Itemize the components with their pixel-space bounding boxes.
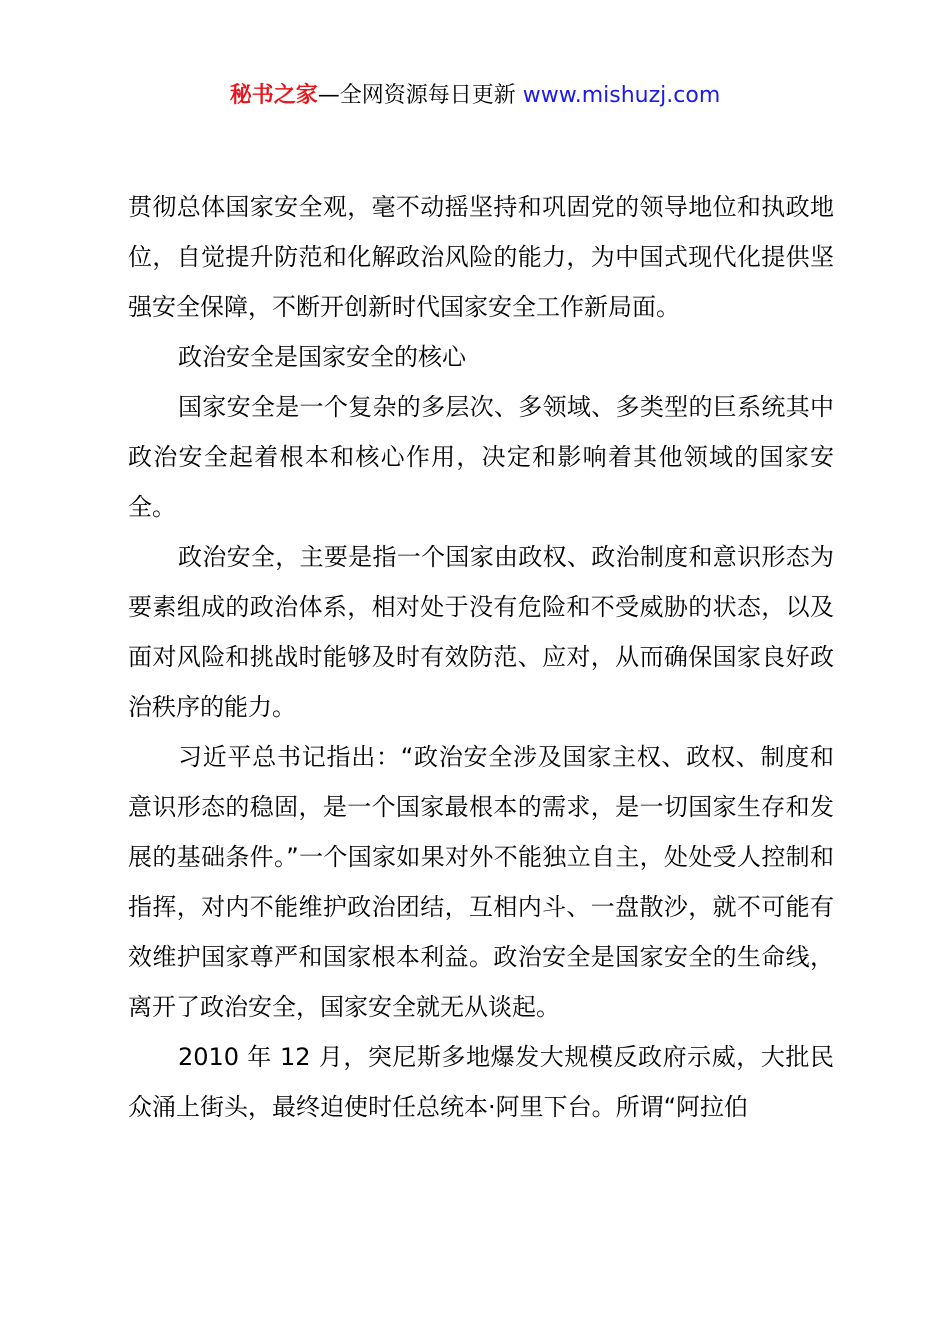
paragraph: 政治安全，主要是指一个国家由政权、政治制度和意识形态为要素组成的政治体系，相对处于没有危险和不受威胁的状态，以及面对风险和挑战时能够及时有效防范、应对，从而确保国家良好政治秩序的能力。: [128, 543, 834, 721]
paragraph-intro: 贯彻总体国家安全观，毫不动摇坚持和巩固党的领导地位和执政地位，自觉提升防范和化解政治风险的能力，为中国式现代化提供坚强安全保障，不断开创新时代国家安全工作新局面。: [128, 193, 834, 321]
page-header: [0, 78, 950, 114]
section-heading: 政治安全是国家安全的核心: [178, 343, 466, 371]
header-tagline: —全网资源每日更新: [317, 83, 516, 108]
site-url-link[interactable]: www.mishuzj.com: [522, 83, 721, 108]
paragraph: 国家安全是一个复杂的多层次、多领域、多类型的巨系统其中政治安全起着根本和核心作用，决定和影响着其他领域的国家安全。: [128, 393, 834, 521]
paragraph: 2010 年 12 月，突尼斯多地爆发大规模反政府示威，大批民众涌上街头，最终迫使时任总统本·阿里下台。所谓“阿拉伯: [128, 1043, 834, 1121]
brand-name: 秘书之家: [229, 83, 318, 108]
document-body: [128, 182, 834, 1132]
paragraph: 习近平总书记指出：“政治安全涉及国家主权、政权、制度和意识形态的稳固，是一个国家最根本的需求，是一切国家生存和发展的基础条件。”一个国家如果对外不能独立自主，处处受人控制和指挥，对内不能维护政治团结，互相内斗、一盘散沙，就不可能有效维护国家尊严和国家根本利益。政治安全是国家安全的生命线，离开了政治安全，国家安全就无从谈起。: [128, 743, 834, 1021]
